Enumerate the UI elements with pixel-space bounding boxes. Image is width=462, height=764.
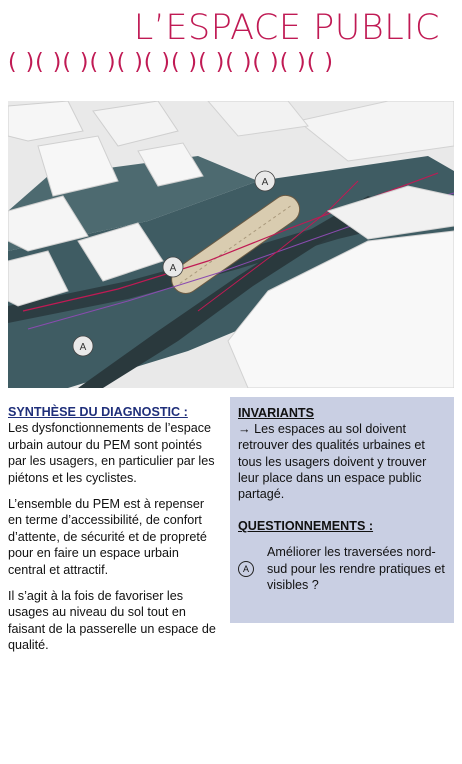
plan-marker: [73, 336, 93, 356]
invariants-text: → Les espaces au sol doivent retrouver des qualités urbaines et tous les usagers doivent y trouver leur place dans un espace public partagé.: [238, 422, 427, 502]
svg-text:A: A: [261, 177, 269, 188]
plan-marker: [163, 257, 183, 277]
invariants-heading: INVARIANTS: [238, 406, 315, 420]
question-item: [238, 544, 446, 593]
svg-text:A: A: [79, 342, 87, 353]
question-text: Améliorer les traversées nord-sud pour les rendre pratiques et visibles ?: [267, 545, 445, 592]
questions-heading: QUESTIONNEMENTS :: [238, 519, 374, 534]
plan-marker: [255, 171, 275, 191]
invariants-panel: [230, 397, 454, 623]
aerial-plan-image: [8, 101, 454, 388]
svg-text:A: A: [169, 263, 177, 274]
title-ornament: ( )( )( )( )( )( )( )( )( )( )( )( ): [8, 50, 334, 75]
page-title: L’ESPACE PUBLIC: [133, 8, 440, 48]
diagnostic-paragraph-2: L’ensemble du PEM est à repenser en terme d’accessibilité, de confort d’attente, de sécurité et de propreté pour en faire un espace urbain central et attractif.: [8, 497, 207, 577]
question-badge-icon: A: [238, 561, 254, 577]
diagnostic-heading: SYNTHÈSE DU DIAGNOSTIC :: [8, 405, 188, 419]
diagnostic-paragraph-3: Il s’agit à la fois de favoriser les usages au niveau du sol tout en faisant de la passerelle un espace de qualité.: [8, 589, 216, 653]
diagnostic-paragraph-1: Les dysfonctionnements de l’espace urbain autour du PEM sont pointés par les usagers, en particulier par les piétons et les cyclistes.: [8, 421, 215, 485]
diagnostic-column: [8, 404, 220, 664]
